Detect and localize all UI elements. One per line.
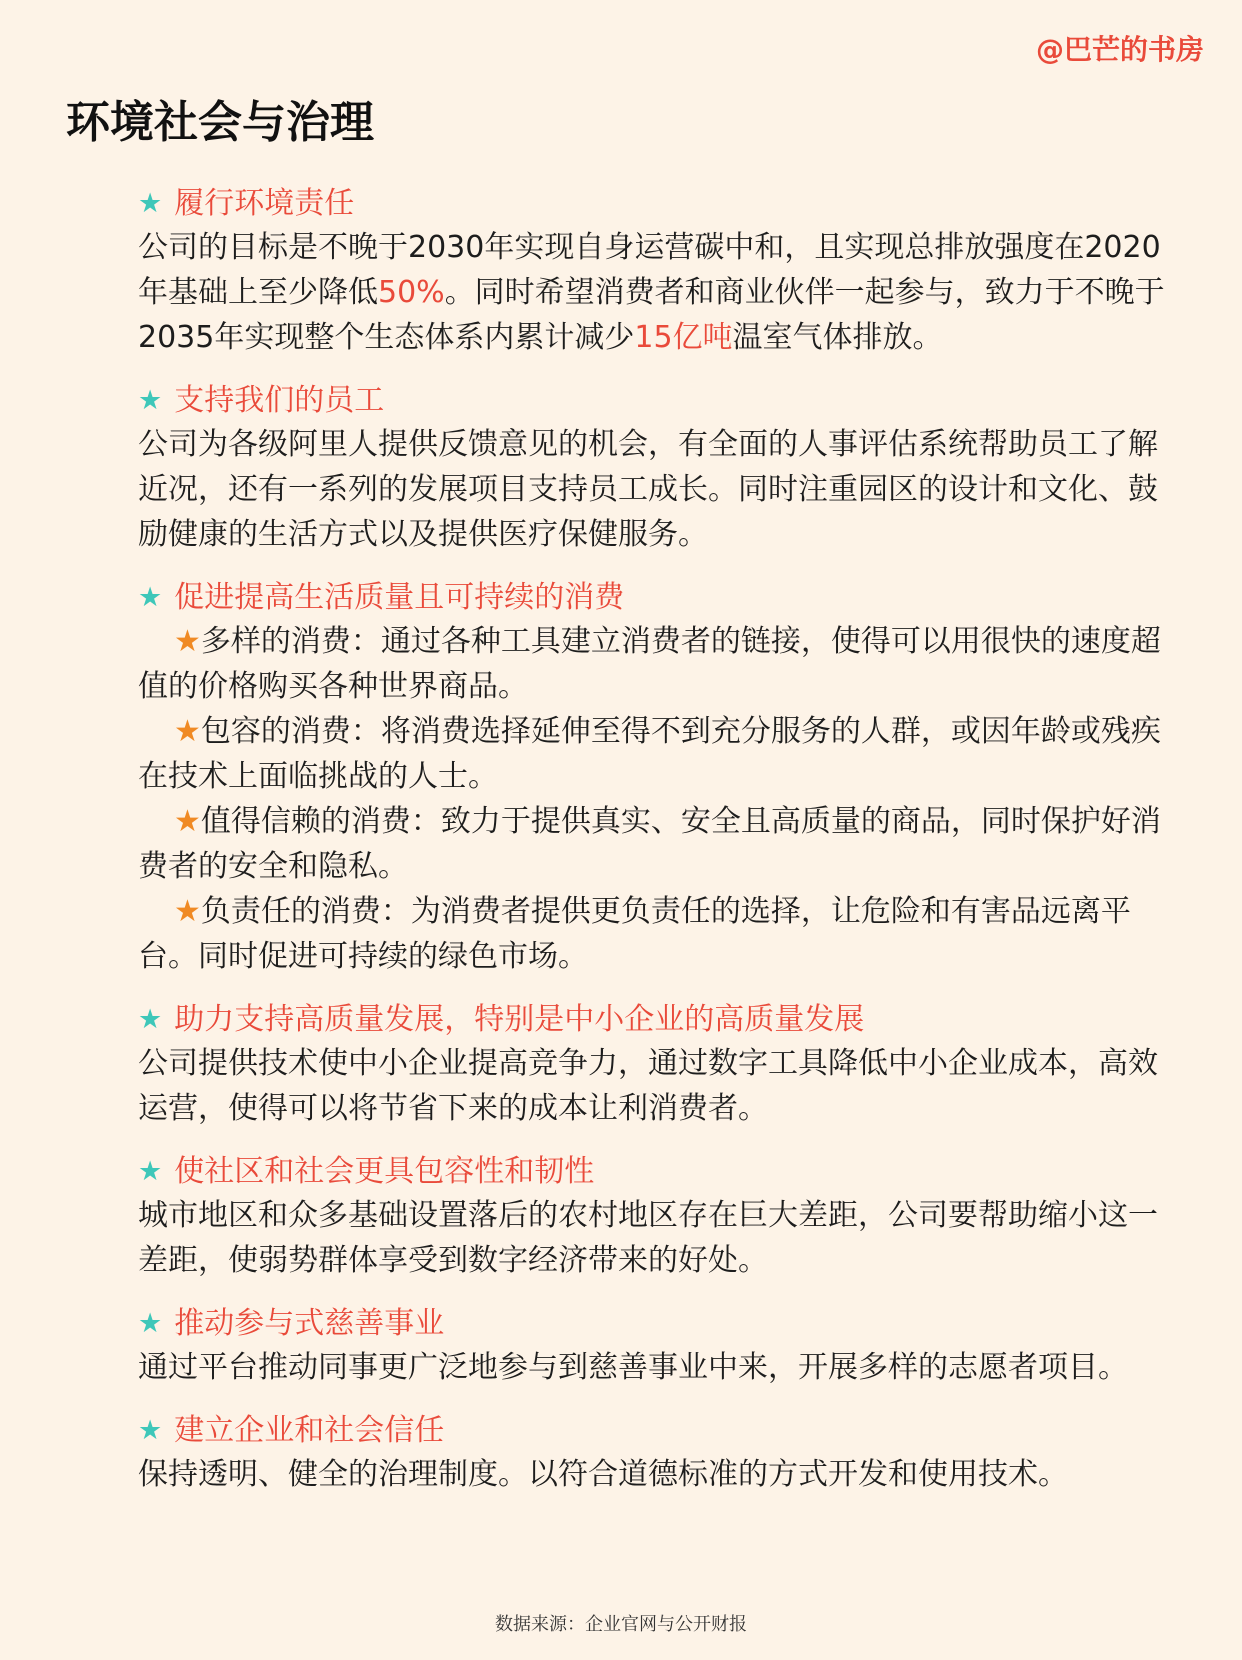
section-environment <box>138 183 1178 360</box>
section-employees <box>138 380 1178 557</box>
body-text: 。同时希望消费者和商业伙伴一起参与，致力于不晚于2035年实现整个生态体系内累计减少 <box>138 275 1165 355</box>
sub-item-text: 值得信赖的消费：致力于提供真实、安全且高质量的商品，同时保护好消费者的安全和隐私。 <box>138 804 1161 884</box>
sub-item-text: 多样的消费：通过各种工具建立消费者的链接，使得可以用很快的速度超值的价格购买各种世界商品。 <box>138 624 1161 704</box>
sub-item-text: 负责任的消费：为消费者提供更负责任的选择，让危险和有害品远离平台。同时促进可持续的绿色市场。 <box>138 894 1131 974</box>
star-icon: ★ <box>138 582 163 613</box>
section-body: 城市地区和众多基础设置落后的农村地区存在巨大差距，公司要帮助缩小这一差距，使弱势群体享受到数字经济带来的好处。 <box>138 1198 1158 1278</box>
section-consumption <box>138 577 1178 979</box>
section-heading-text: 推动参与式慈善事业 <box>174 1306 445 1341</box>
sub-item <box>138 799 1178 889</box>
section-heading <box>138 183 1178 225</box>
star-icon: ★ <box>138 1308 163 1339</box>
star-icon: ★ <box>174 714 201 749</box>
star-icon: ★ <box>138 188 163 219</box>
highlight-value: 50% <box>378 275 445 310</box>
section-heading <box>138 1151 1178 1193</box>
page-title: 环境社会与治理 <box>66 97 374 148</box>
section-heading-text: 支持我们的员工 <box>174 383 385 418</box>
section-heading-text: 履行环境责任 <box>174 186 355 221</box>
section-heading-text: 促进提高生活质量且可持续的消费 <box>174 580 625 615</box>
sub-item-text: 包容的消费：将消费选择延伸至得不到充分服务的人群，或因年龄或残疾在技术上面临挑战的人士。 <box>138 714 1161 794</box>
highlight-value: 15亿吨 <box>634 320 733 355</box>
section-body: 通过平台推动同事更广泛地参与到慈善事业中来，开展多样的志愿者项目。 <box>138 1350 1128 1385</box>
star-icon: ★ <box>138 1415 163 1446</box>
star-icon: ★ <box>138 385 163 416</box>
star-icon: ★ <box>174 894 201 929</box>
section-heading <box>138 577 1178 619</box>
section-heading-text: 助力支持高质量发展，特别是中小企业的高质量发展 <box>174 1002 865 1037</box>
sub-item <box>138 619 1178 709</box>
section-heading-text: 使社区和社会更具包容性和韧性 <box>174 1154 595 1189</box>
section-heading <box>138 1410 1178 1452</box>
sub-item <box>138 889 1178 979</box>
section-body: 公司为各级阿里人提供反馈意见的机会，有全面的人事评估系统帮助员工了解近况，还有一系列的发展项目支持员工成长。同时注重园区的设计和文化、鼓励健康的生活方式以及提供医疗保健服务。 <box>138 427 1158 552</box>
section-charity <box>138 1303 1178 1390</box>
section-trust <box>138 1410 1178 1497</box>
star-icon: ★ <box>138 1156 163 1187</box>
body-text: 温室气体排放。 <box>732 320 943 355</box>
section-body: 公司提供技术使中小企业提高竞争力，通过数字工具降低中小企业成本，高效运营，使得可以将节省下来的成本让利消费者。 <box>138 1046 1158 1126</box>
body-text: 公司的目标是不晚于2030年实现自身运营碳中和，且实现总排放强度在2020年基础上至少降低 <box>138 230 1161 310</box>
section-sme <box>138 999 1178 1131</box>
star-icon: ★ <box>174 624 201 659</box>
data-source-note: 数据来源：企业官网与公开财报 <box>495 1614 747 1635</box>
section-body: 保持透明、健全的治理制度。以符合道德标准的方式开发和使用技术。 <box>138 1457 1068 1492</box>
section-heading <box>138 380 1178 422</box>
section-body <box>138 225 1178 360</box>
section-heading <box>138 999 1178 1041</box>
content <box>138 183 1178 1517</box>
section-heading-text: 建立企业和社会信任 <box>174 1413 445 1448</box>
sub-item <box>138 709 1178 799</box>
star-icon: ★ <box>138 1004 163 1035</box>
section-heading <box>138 1303 1178 1345</box>
author-handle: @巴芒的书房 <box>1035 33 1204 66</box>
star-icon: ★ <box>174 804 201 839</box>
section-community <box>138 1151 1178 1283</box>
